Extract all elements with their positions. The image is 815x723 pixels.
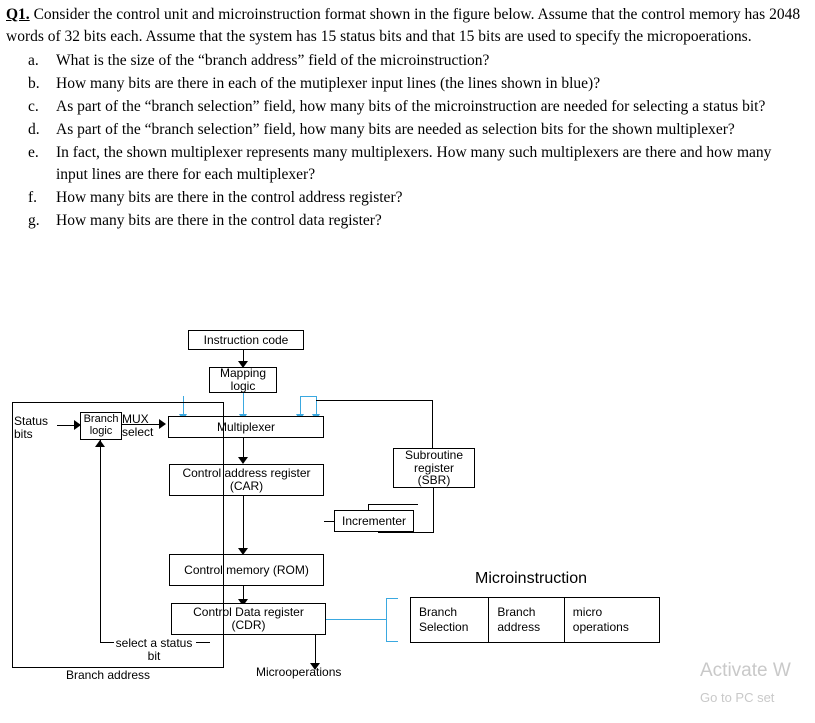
field-branch-selection-line2: Selection: [419, 620, 469, 634]
block-mapping-logic: [209, 367, 277, 393]
field-micro-operations-line1: micro: [572, 605, 603, 619]
part-text-c: As part of the “branch selection” field, how many bits of the microinstruction are needed for selecting a status bit?: [56, 98, 766, 115]
question-intro: [6, 4, 806, 48]
watermark-line1: Activate W: [700, 660, 791, 681]
block-control-memory-label: Control memory (ROM): [184, 562, 309, 577]
blue-line-branch-address-horizontal: [300, 396, 316, 397]
label-branch-address-feedback-text: Branch address: [66, 668, 151, 682]
line-incrementer-top: [368, 504, 418, 505]
block-branch-logic-line1: Branch: [83, 413, 119, 426]
block-instruction-code: [188, 330, 304, 350]
line-car-to-incrementer: [324, 521, 334, 522]
line-sbr-to-mux-horizontal: [316, 400, 433, 401]
label-microoperations: [256, 666, 341, 679]
microinstruction-title: [475, 570, 587, 588]
block-mapping-logic-line1: Mapping: [219, 366, 267, 381]
block-cdr-line1: Control Data register: [193, 605, 304, 620]
part-marker-e: e.: [28, 144, 39, 161]
blue-line-cdr-to-microinstruction: [326, 619, 386, 620]
block-branch-logic-line2: logic: [89, 425, 113, 437]
line-incrementer-top-riser: [368, 504, 369, 510]
block-sbr-line2: register: [413, 460, 454, 475]
line-sbr-to-mux-riser: [432, 400, 433, 448]
part-text-a: What is the size of the “branch address” field of the microinstruction?: [56, 52, 490, 69]
block-sbr-line3: (SBR): [417, 473, 451, 488]
microinstruction-field-branch-selection: [411, 598, 488, 642]
field-micro-operations-line2: operations: [572, 620, 629, 634]
question-part-d: [28, 119, 806, 141]
question-intro-text: Consider the control unit and microinstruction format shown in the figure below. Assume that the control memory has 2048 words of 32 bits each. Assume that the system has 15 status bits and that 15 bits are used to specify the micropoerations.: [6, 6, 801, 45]
label-status-bits-line2: bits: [14, 427, 33, 442]
part-text-g: How many bits are there in the control data register?: [56, 212, 382, 229]
question-part-f: [28, 187, 806, 209]
label-select-a-status-line1: select a status: [115, 636, 193, 650]
question-part-b: [28, 73, 806, 95]
line-incrementer-to-sbr-h: [378, 532, 434, 533]
block-incrementer: [334, 510, 414, 532]
blue-line-branch-address-riser: [316, 396, 317, 416]
question-block: [6, 4, 806, 233]
question-part-c: [28, 96, 806, 118]
watermark-activate-windows: [700, 660, 791, 682]
blue-line-mapping-to-mux: [243, 393, 244, 416]
part-marker-d: d.: [28, 121, 40, 138]
part-marker-g: g.: [28, 212, 40, 229]
line-mux-to-car: [243, 438, 244, 458]
line-control-memory-to-cdr: [243, 586, 244, 600]
part-marker-c: c.: [28, 98, 39, 115]
label-branch-address-feedback: [63, 669, 153, 682]
part-text-f: How many bits are there in the control address register?: [56, 189, 403, 206]
line-incrementer-to-sbr-v: [433, 488, 434, 532]
block-multiplexer-label: Multiplexer: [216, 419, 276, 434]
part-marker-f: f.: [28, 189, 38, 206]
part-text-d: As part of the “branch selection” field, how many bits are needed as selection bits for the shown multiplexer?: [56, 121, 735, 138]
question-part-e: [28, 142, 806, 186]
block-sbr-line1: Subroutine: [404, 448, 464, 463]
part-marker-b: b.: [28, 75, 40, 92]
block-subroutine-register: [393, 448, 475, 488]
question-parts-list: [6, 50, 806, 232]
block-car-line1: Control address register: [182, 466, 311, 481]
block-car-line2: (CAR): [229, 479, 264, 493]
microinstruction-title-text: Microinstruction: [475, 570, 588, 587]
blue-line-branch-address-to-mux: [300, 396, 301, 416]
question-label: Q1.: [6, 6, 30, 23]
label-microoperations-text: Microoperations: [256, 665, 342, 679]
label-mux-select-line2: select: [122, 425, 154, 440]
line-car-to-control-memory: [243, 496, 244, 549]
label-select-a-status-line2: bit: [147, 649, 161, 664]
part-marker-a: a.: [28, 52, 39, 69]
microinstruction-bracket: [386, 598, 398, 642]
watermark-go-to-settings: [700, 690, 774, 705]
control-unit-diagram: [0, 320, 815, 723]
field-branch-selection-line1: Branch: [419, 605, 458, 619]
microinstruction-format-table: [410, 597, 660, 643]
microinstruction-field-micro-operations: [564, 598, 659, 642]
label-mux-select-line1: MUX: [122, 412, 149, 426]
block-cdr-line2: (CDR): [231, 618, 266, 632]
part-text-b: How many bits are there in each of the mutiplexer input lines (the lines shown in blue)?: [56, 75, 601, 92]
block-incrementer-label: Incrementer: [341, 513, 407, 528]
question-part-g: [28, 210, 806, 232]
block-mapping-logic-line2: logic: [230, 379, 256, 393]
block-instruction-code-label: Instruction code: [203, 332, 289, 347]
label-status-bits-line1: Status: [14, 414, 49, 428]
question-part-a: [28, 50, 806, 72]
line-cdr-to-microoperations: [315, 635, 316, 664]
microinstruction-field-branch-address: [488, 598, 563, 642]
watermark-line2: Go to PC set: [700, 690, 775, 705]
arrow-mux-to-car: [238, 457, 248, 464]
field-branch-address-line2: address: [497, 620, 541, 634]
part-text-e: In fact, the shown multiplexer represents many multiplexers. How many such multiplexers are there and how many input lines are there for each multiplexer?: [56, 144, 772, 183]
field-branch-address-line1: Branch: [497, 605, 536, 619]
branch-address-feedback-path: [12, 402, 224, 668]
